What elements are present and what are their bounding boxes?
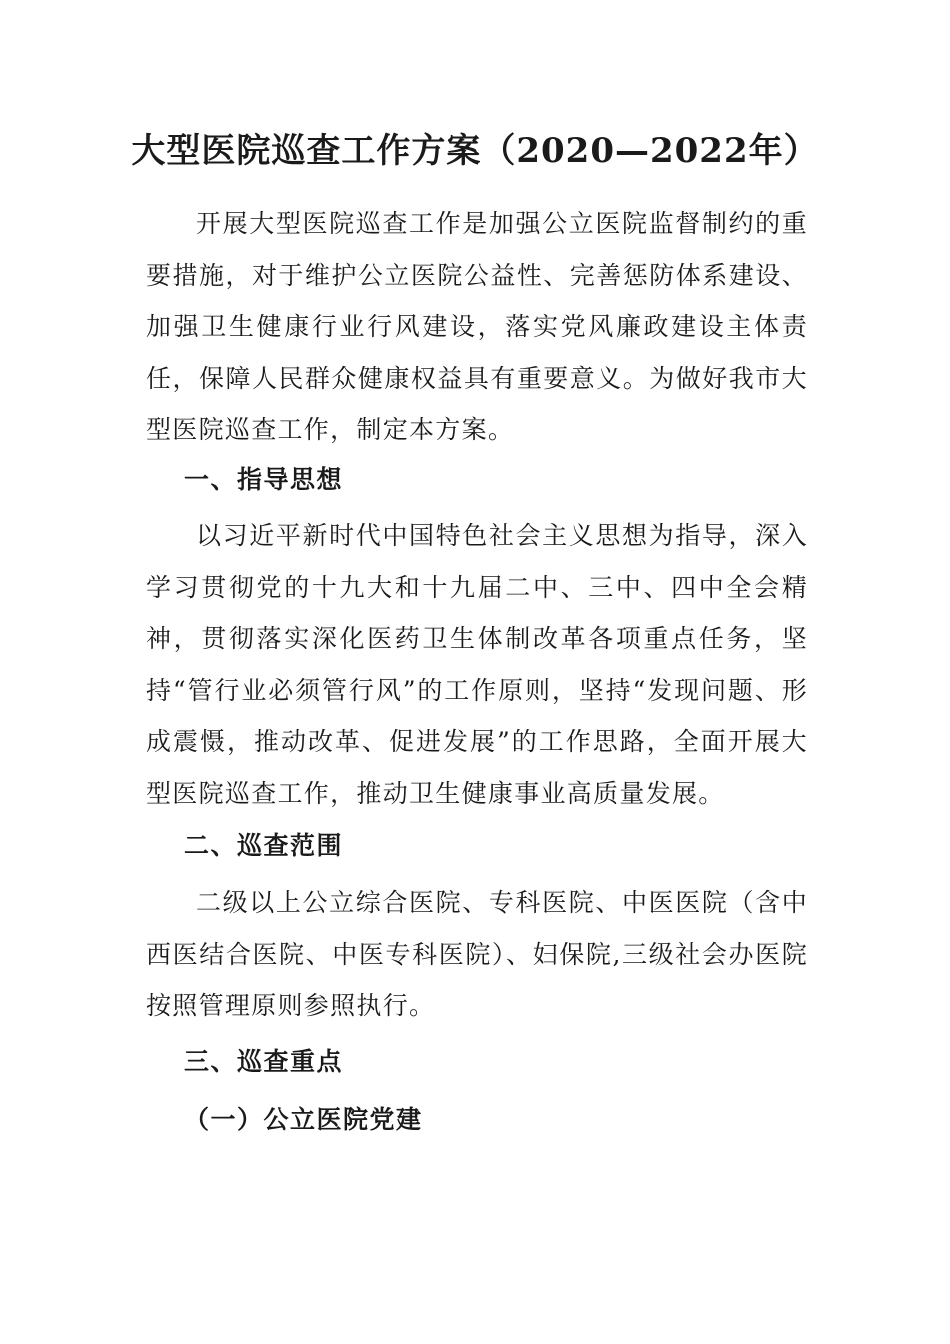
subsection-heading-party-building: （一）公立医院党建: [184, 1105, 423, 1134]
document-title: 大型医院巡查工作方案（2020—2022年）: [131, 131, 819, 171]
section-heading-inspection-scope: 二、巡查范围: [184, 831, 344, 860]
section-body-guiding-thought: 以习近平新时代中国特色社会主义思想为指导，深入学习贯彻党的十九大和十九届二中、三中、四中全会精神，贯彻落实深化医药卫生体制改革各项重点任务，坚持“管行业必须管行风”的工作原则，坚持“发现问题、形成震慑，推动改革、促进发展”的工作思路，全面开展大型医院巡查工作，推动卫生健康事业高质量发展。: [146, 521, 808, 808]
section-heading-inspection-focus: 三、巡查重点: [184, 1047, 344, 1076]
section-body-inspection-scope: 二级以上公立综合医院、专科医院、中医医院（含中西医结合医院、中医专科医院）、妇保院,三级社会办医院按照管理原则参照执行。: [146, 888, 808, 1020]
section-heading-guiding-thought: 一、指导思想: [184, 465, 344, 494]
intro-paragraph: 开展大型医院巡查工作是加强公立医院监督制约的重要措施，对于维护公立医院公益性、完善惩防体系建设、加强卫生健康行业行风建设，落实党风廉政建设主体责任，保障人民群众健康权益具有重要意义。为做好我市大型医院巡查工作，制定本方案。: [146, 209, 808, 444]
